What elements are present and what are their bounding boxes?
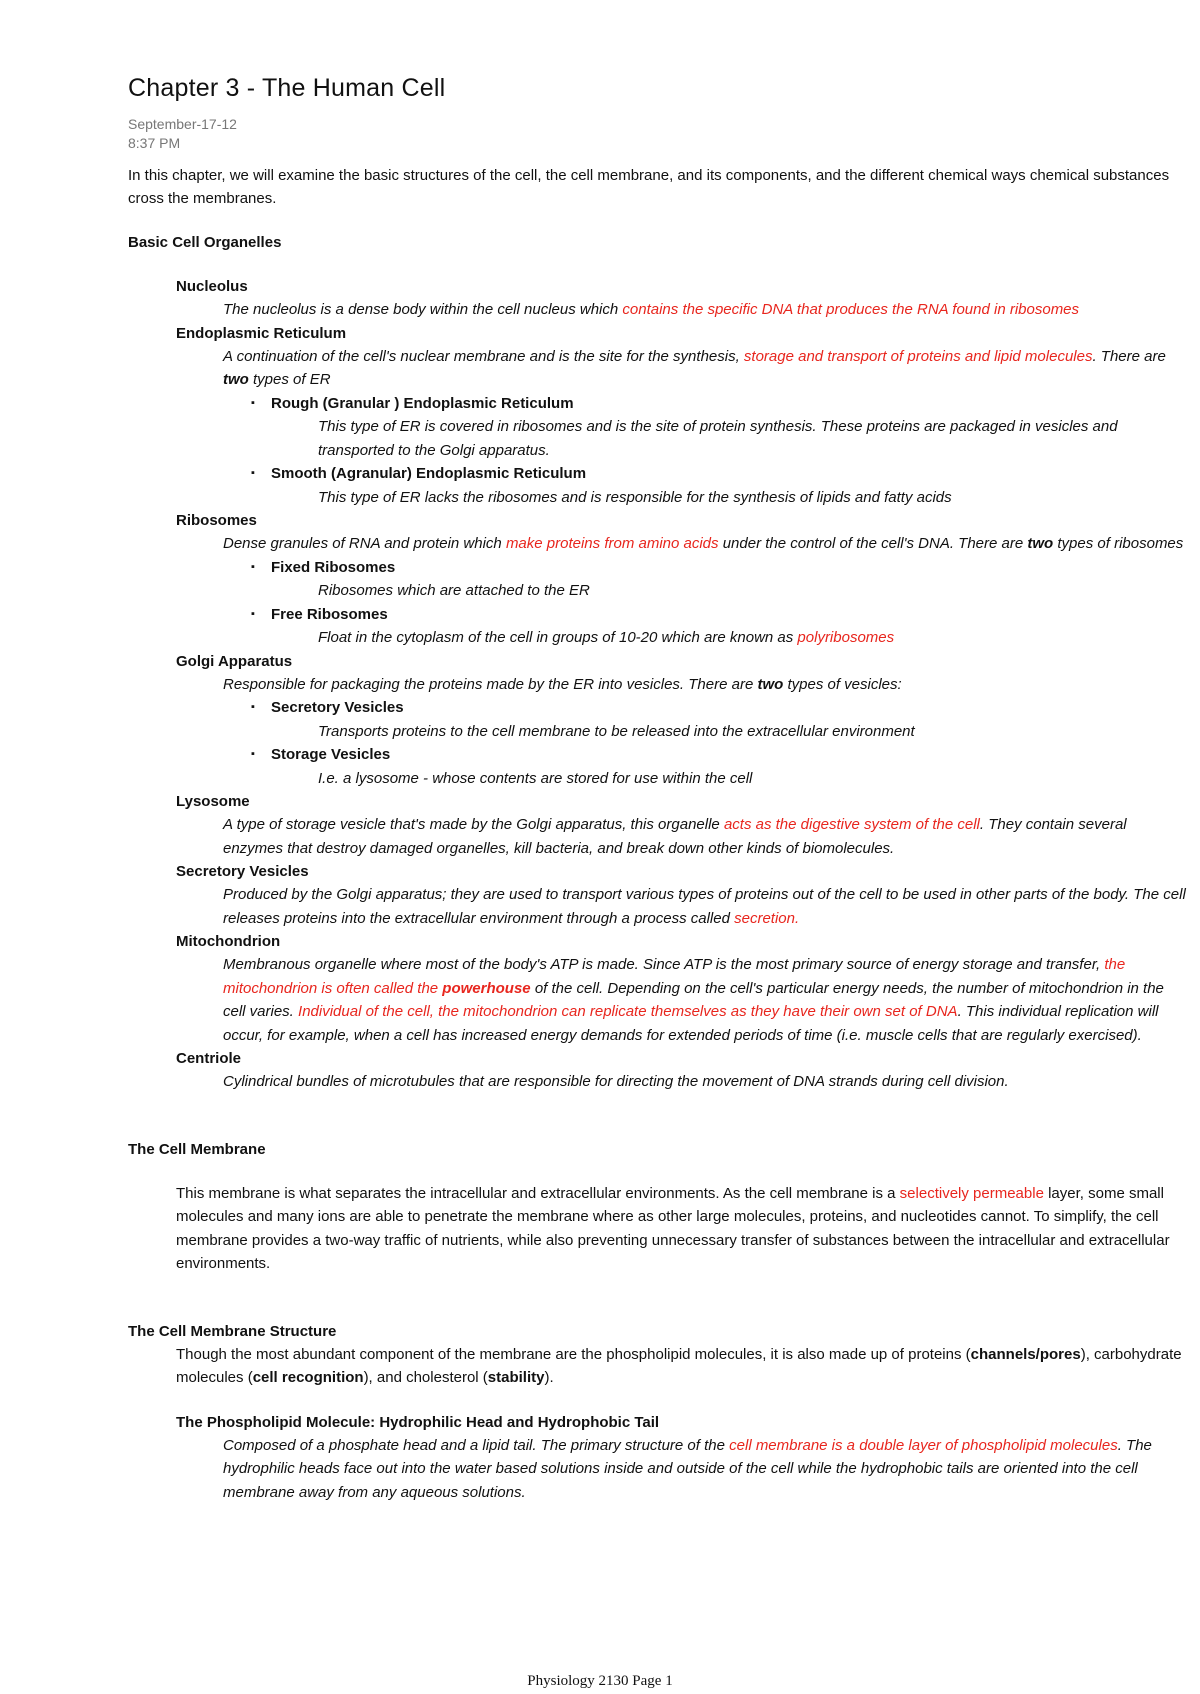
highlight-text: cell membrane is a double layer of phospholipid molecules — [729, 1436, 1118, 1454]
timestamp — [128, 115, 1188, 153]
mitochondrion-definition — [223, 953, 1188, 1047]
bold-text: cell recognition — [252, 1369, 364, 1386]
secretory-definition — [223, 883, 1188, 930]
intro-paragraph: In this chapter, we will examine the basic structures of the cell, the cell membrane, and its components, and the different chemical ways chemical substances cross the membranes. — [128, 167, 1170, 207]
ribosomes-definition — [223, 532, 1188, 556]
def-text: Dense granules of RNA and protein which — [223, 535, 506, 552]
def-text: Composed of a phosphate head and a lipid tail. The primary structure of the — [223, 1436, 730, 1454]
def-text: types of vesicles: — [783, 675, 902, 693]
subitem-fixed-ribosomes — [251, 556, 1188, 580]
def-text: under the control of the cell's DNA. There are — [718, 535, 1028, 552]
square-bullet-icon: ▪ — [251, 701, 255, 713]
subitem-label: Rough (Granular ) Endoplasmic Reticulum — [271, 394, 574, 412]
highlight-text: storage and transport of proteins and lipid molecules — [743, 347, 1093, 365]
section-heading-organelles: Basic Cell Organelles — [128, 234, 282, 251]
square-bullet-icon: ▪ — [251, 560, 255, 573]
subheading-phospholipid: The Phospholipid Molecule: Hydrophilic Head and Hydrophobic Tail — [176, 1413, 660, 1431]
smooth-er-definition: This type of ER lacks the ribosomes and is responsible for the synthesis of lipids and fatty acids — [318, 488, 952, 506]
bold-text: stability — [487, 1369, 545, 1386]
def-text: . They contain several enzymes that destroy damaged organelles, kill bacteria, and break down other kinds of biomolecules. — [223, 816, 1127, 857]
bold-text: two — [757, 675, 784, 693]
def-text: types of ER — [248, 371, 331, 388]
highlight-text: polyribosomes — [797, 629, 895, 646]
bold-text: two — [1027, 535, 1054, 552]
def-text: A continuation of the cell's nuclear membrane and is the site for the synthesis, — [223, 347, 744, 365]
def-text: The nucleolus is a dense body within the cell nucleus which — [223, 301, 623, 318]
square-bullet-icon: ▪ — [251, 748, 255, 760]
date-text: September-17-12 — [128, 116, 237, 132]
para-text: ), carbohydrate molecules ( — [176, 1345, 1182, 1386]
storage-vesicles-definition: I.e. a lysosome - whose contents are stored for use within the cell — [318, 769, 753, 787]
def-text: Responsible for packaging the proteins made by the ER into vesicles. There are — [223, 675, 758, 693]
cell-membrane-paragraph — [176, 1182, 1188, 1276]
para-text: Though the most abundant component of the membrane are the phospholipid molecules, it is also made up of proteins ( — [176, 1345, 971, 1363]
subitem-label: Free Ribosomes — [271, 605, 388, 623]
organelle-centriole: Centriole — [176, 1050, 242, 1067]
subitem-free-ribosomes — [251, 603, 1188, 627]
organelle-nucleolus: Nucleolus — [176, 278, 248, 295]
def-text: . This individual replication will occur, for example, when a cell has increased energy demands for extended periods of time (i.e. muscle cells that are regularly exercised). — [223, 1003, 1159, 1044]
time-text: 8:37 PM — [128, 135, 181, 151]
membrane-structure-paragraph — [176, 1343, 1188, 1390]
phospholipid-definition — [223, 1434, 1188, 1505]
highlight-text: contains the specific DNA that produces the RNA found in ribosomes — [622, 301, 1080, 318]
def-text: . The hydrophilic heads face out into the water based solutions inside and outside of the cell while the hydrophobic tails are oriented into the cell membrane away from any aqueous solutions. — [223, 1436, 1152, 1501]
organelle-lysosome: Lysosome — [176, 793, 250, 810]
organelle-golgi: Golgi Apparatus — [176, 652, 293, 670]
square-bullet-icon: ▪ — [251, 396, 255, 409]
nucleolus-definition — [223, 298, 1188, 322]
square-bullet-icon: ▪ — [251, 607, 255, 620]
highlight-text: Individual of the cell, the mitochondrion can replicate themselves as they have their own set of DNA — [298, 1003, 958, 1020]
def-text: of the cell. Depending on the cell's particular energy needs, the number of mitochondrion in the cell varies. — [223, 979, 1164, 1020]
para-text: layer, some small molecules and many ions are able to penetrate the membrane where as other large molecules, proteins, and nucleotides cannot. To simplify, the cell membrane provides a two-way traffic of nutrients, while also preventing unnecessary transfer of substances between the intracellular and extracellular environments. — [176, 1184, 1170, 1272]
secretory-vesicles-definition: Transports proteins to the cell membrane to be released into the extracellular environment — [318, 722, 915, 740]
page-title: Chapter 3 - The Human Cell — [128, 74, 446, 102]
subitem-storage-vesicles — [251, 743, 1188, 767]
document-page — [128, 74, 1188, 1504]
rough-er-definition: This type of ER is covered in ribosomes and is the site of protein synthesis. These proteins are packaged in vesicles and transported to the Golgi apparatus. — [318, 418, 1118, 459]
para-text: ), and cholesterol ( — [363, 1369, 488, 1386]
bold-text: two — [223, 371, 249, 388]
er-definition — [223, 345, 1188, 392]
subitem-secretory-vesicles — [251, 696, 1188, 720]
highlight-text: secretion. — [734, 909, 800, 927]
subitem-label: Smooth (Agranular) Endoplasmic Reticulum — [271, 465, 587, 482]
subitem-smooth-er — [251, 462, 1188, 486]
def-text: Produced by the Golgi apparatus; they are used to transport various types of proteins out of the cell to be used in other parts of the body. The cell releases proteins into the extracellular environment through a process called — [223, 886, 1186, 927]
bold-text: channels/pores — [970, 1345, 1081, 1363]
highlight-text: acts as the digestive system of the cell — [723, 816, 980, 833]
organelle-list — [128, 275, 1188, 1094]
subitem-rough-er — [251, 392, 1188, 416]
section-heading-cell-membrane: The Cell Membrane — [128, 1140, 266, 1158]
para-text: This membrane is what separates the intracellular and extracellular environments. As the cell membrane is a — [176, 1184, 900, 1202]
def-text: Float in the cytoplasm of the cell in groups of 10-20 which are known as — [318, 629, 798, 646]
lysosome-definition — [223, 813, 1188, 860]
free-ribosomes-definition — [318, 626, 1188, 650]
centriole-definition: Cylindrical bundles of microtubules that are responsible for directing the movement of DNA strands during cell division. — [223, 1073, 1009, 1090]
fixed-ribosomes-definition: Ribosomes which are attached to the ER — [318, 582, 590, 599]
golgi-definition — [223, 673, 1188, 697]
highlight-text: make proteins from amino acids — [505, 535, 719, 552]
para-text: ). — [544, 1369, 554, 1386]
section-heading-membrane-structure: The Cell Membrane Structure — [128, 1322, 337, 1340]
organelle-mitochondrion: Mitochondrion — [176, 933, 281, 950]
highlight-text: the mitochondrion is often called the — [223, 956, 1126, 997]
organelle-secretory-vesicles: Secretory Vesicles — [176, 863, 309, 880]
organelle-ribosomes: Ribosomes — [176, 512, 257, 529]
page-footer: Physiology 2130 Page 1 — [527, 1673, 673, 1689]
subitem-label: Secretory Vesicles — [271, 699, 404, 716]
highlight-text: selectively permeable — [899, 1184, 1044, 1202]
organelle-er: Endoplasmic Reticulum — [176, 324, 347, 342]
square-bullet-icon: ▪ — [251, 467, 255, 479]
subitem-label: Storage Vesicles — [271, 746, 391, 763]
def-text: A type of storage vesicle that's made by the Golgi apparatus, this organelle — [223, 816, 724, 833]
def-text: types of ribosomes — [1053, 535, 1184, 552]
def-text: . There are — [1092, 347, 1166, 365]
def-text: Membranous organelle where most of the body's ATP is made. Since ATP is the most primary source of energy storage and transfer, — [223, 956, 1105, 973]
subitem-label: Fixed Ribosomes — [271, 558, 396, 576]
highlight-bold-text: powerhouse — [442, 979, 531, 997]
